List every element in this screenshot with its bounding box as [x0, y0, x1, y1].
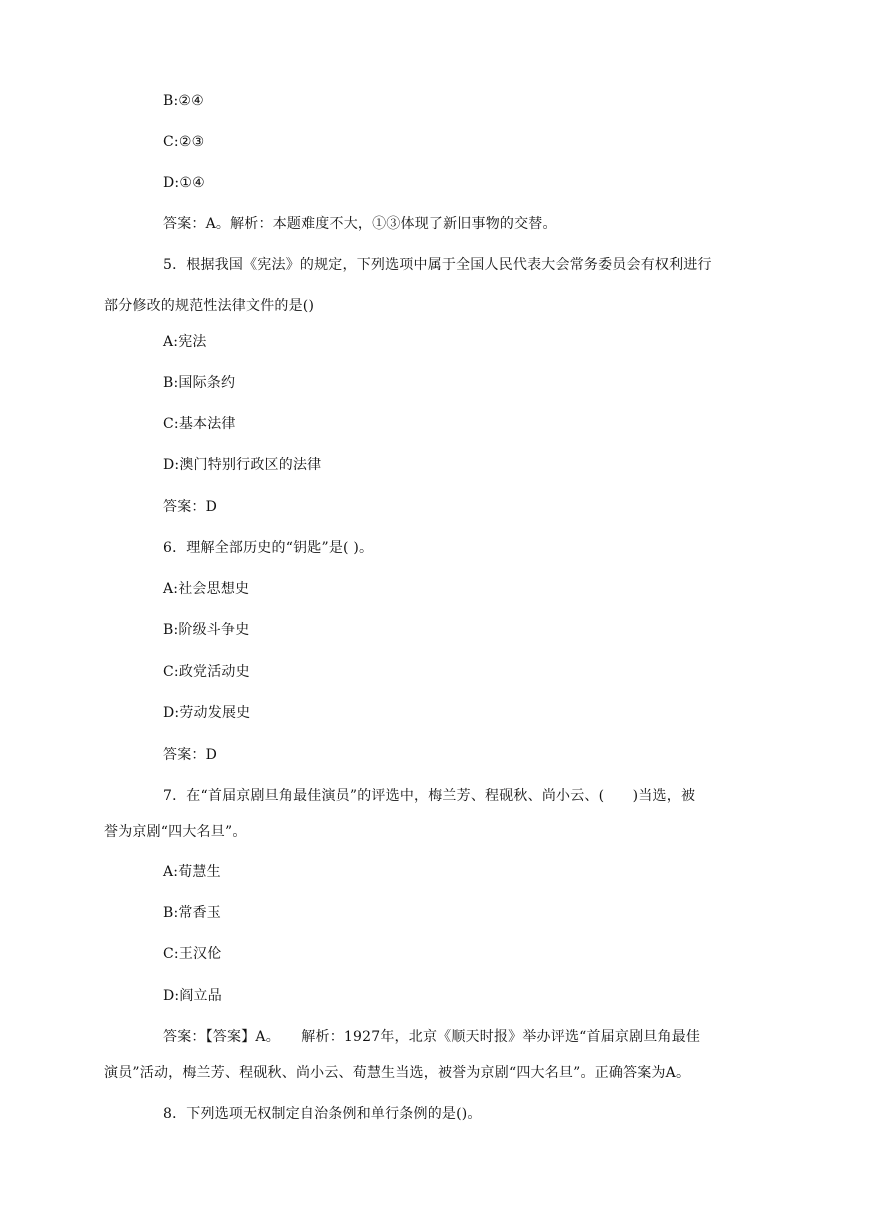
- q6-option-d: D:劳动发展史: [163, 705, 251, 721]
- q6-option-b: B:阶级斗争史: [163, 622, 250, 638]
- q5-stem-line1: 5．根据我国《宪法》的规定，下列选项中属于全国人民代表大会常务委员会有权利进行: [163, 257, 712, 273]
- q6-option-c: C:政党活动史: [163, 664, 250, 680]
- q4-option-c: C:②③: [163, 134, 205, 150]
- q8-stem: 8．下列选项无权制定自治条例和单行条例的是()。: [163, 1106, 482, 1122]
- q6-option-a: A:社会思想史: [163, 581, 250, 597]
- q5-answer: 答案：D: [163, 499, 218, 515]
- q7-answer-line2: 演员”活动，梅兰芳、程砚秋、尚小云、荀慧生当选，被誉为京剧“四大名旦”。正确答案为A。: [104, 1065, 691, 1081]
- q4-answer: 答案：A。解析：本题难度不大，①③体现了新旧事物的交替。: [163, 216, 557, 232]
- q7-option-a: A:荀慧生: [163, 864, 221, 880]
- q5-option-d: D:澳门特别行政区的法律: [163, 457, 322, 473]
- q7-option-b: B:常香玉: [163, 905, 222, 921]
- q7-stem-line1: 7．在“首届京剧旦角最佳演员”的评选中，梅兰芳、程砚秋、尚小云、( )当选，被: [163, 788, 696, 804]
- q5-option-a: A:宪法: [163, 334, 207, 350]
- q4-option-d: D:①④: [163, 175, 205, 191]
- q7-answer-line1: 答案：【答案】A。 解析：1927年，北京《顺天时报》举办评选“首届京剧旦角最佳: [163, 1029, 701, 1045]
- q7-option-c: C:王汉伦: [163, 946, 222, 962]
- q5-option-c: C:基本法律: [163, 416, 236, 432]
- q5-option-b: B:国际条约: [163, 375, 236, 391]
- q5-stem-line2: 部分修改的规范性法律文件的是(): [104, 298, 315, 314]
- q6-answer: 答案：D: [163, 747, 218, 763]
- q7-option-d: D:阎立品: [163, 988, 222, 1004]
- q7-stem-line2: 誉为京剧“四大名旦”。: [104, 824, 247, 840]
- q6-stem: 6．理解全部历史的“钥匙”是( )。: [163, 540, 374, 556]
- q4-option-b: B:②④: [163, 93, 204, 109]
